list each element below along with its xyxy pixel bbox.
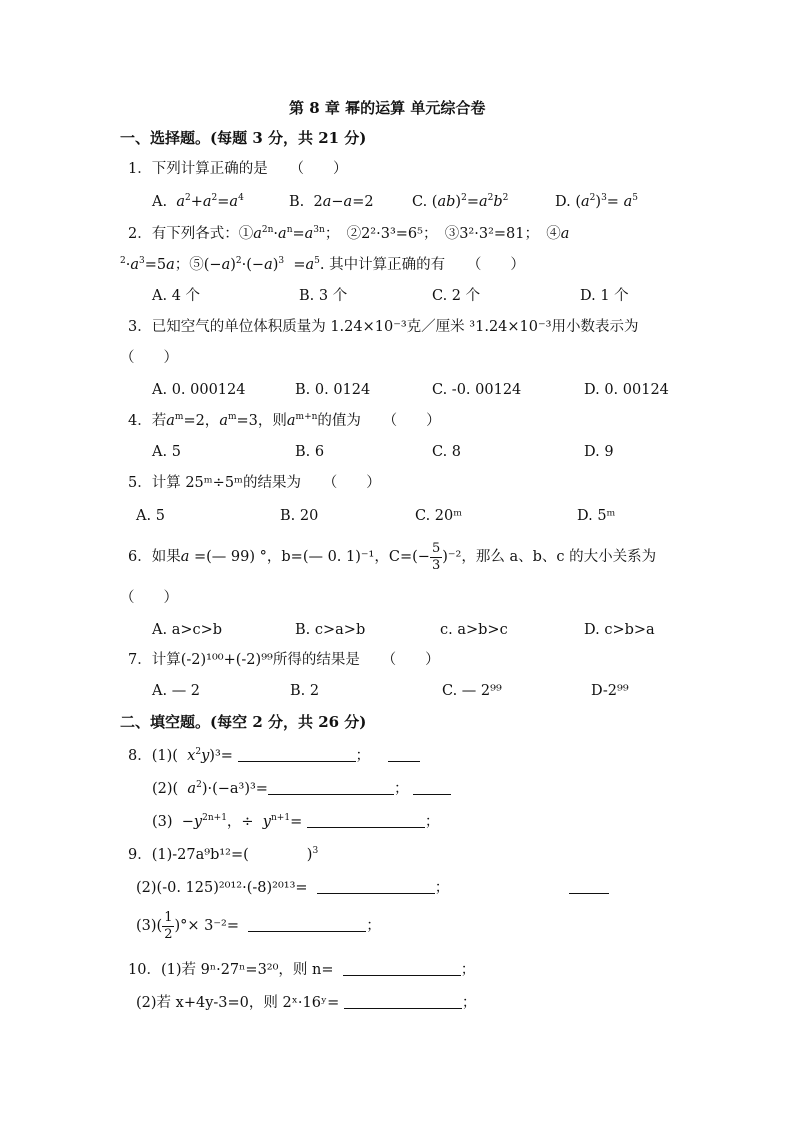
question-5-option-b: B. 20 xyxy=(280,508,319,524)
question-8-part-3: $(3) -y^{2n+1}$，÷ $y^{n+1}=$ ； xyxy=(152,813,440,830)
question-6-option-d: D. c>b>a xyxy=(584,622,655,638)
question-1-option-b: B. 2a−a=2 xyxy=(289,194,374,210)
question-6-option-b: B. c>a>b xyxy=(295,622,366,638)
question-4-stem: 4．若$a^m=2$，$a^m=3$，则$a^{m+n}$的值为 （ ） xyxy=(128,412,441,429)
answer-blank[interactable] xyxy=(268,780,394,795)
question-1-stem: 1．下列计算正确的是 （ ） xyxy=(128,161,348,177)
answer-blank[interactable] xyxy=(317,879,435,894)
question-2-option-b: B. 3 个 xyxy=(299,288,348,304)
question-6-stem: 6．如果a =(— 99) °，b=(— 0. 1)⁻¹，C=(− $\frac{5}{3}$ )⁻²，那么 a、b、c 的大小关系为 xyxy=(128,540,657,573)
fraction-five-thirds: $\frac{5}{3}$ xyxy=(431,540,441,573)
question-3-option-c: C. -0. 00124 xyxy=(432,382,522,398)
answer-blank[interactable] xyxy=(344,994,462,1009)
question-5-stem: 5．计算 25ᵐ÷5ᵐ的结果为 （ ） xyxy=(128,475,381,491)
question-4-option-c: C. 8 xyxy=(432,444,462,460)
question-5-option-a: A. 5 xyxy=(136,508,165,524)
question-3-option-d: D. 0. 00124 xyxy=(584,382,669,398)
question-1-option-c: C. $(ab)^2=a^2b^2$ xyxy=(412,193,509,210)
question-2-option-a: A. 4 个 xyxy=(152,288,201,304)
answer-blank[interactable] xyxy=(307,813,425,828)
question-10-part-1: 10．(1)若 9ⁿ·27ⁿ=3²⁰，则 n= ； xyxy=(128,962,476,978)
question-1-option-a: A. $a^2+a^2=a^4$ xyxy=(152,193,244,210)
question-9-part-1: 9．(1)-27a⁹b¹²=( )$^3$ xyxy=(128,846,319,863)
answer-blank[interactable] xyxy=(388,747,420,762)
question-6-option-a: A. a>c>b xyxy=(152,622,223,638)
question-6-paren: （ ） xyxy=(120,590,178,606)
question-8-part-2: (2)( $a^2)\cdot(-a^3)^3=$ ； xyxy=(152,779,451,799)
question-4-option-d: D. 9 xyxy=(584,444,614,460)
question-7-option-c: C. — 2⁹⁹ xyxy=(442,683,502,699)
question-2-stem-line2: $^2\cdot a^3=5a$；$⑤(-a)^2\cdot(-a)^3 =a^5$. 其中计算正确的有 （ ） xyxy=(120,256,525,273)
question-8-part-1: 8．(1)( $x^2y)^3=$ ； xyxy=(128,746,420,766)
question-7-option-b: B. 2 xyxy=(290,683,320,699)
question-9-part-3: (3)( $\frac{1}{2}$ )°× 3⁻²= ； xyxy=(136,909,381,942)
page-title: 第 8 章 幂的运算 单元综合卷 xyxy=(289,99,486,117)
answer-blank[interactable] xyxy=(238,747,356,762)
question-10-part-2: (2)若 x+4y-3=0，则 2ˣ·16ʸ= ； xyxy=(136,995,477,1011)
question-6-option-c: c. a>b>c xyxy=(440,622,508,638)
question-4-option-a: A. 5 xyxy=(152,444,181,460)
question-2-option-d: D. 1 个 xyxy=(580,288,629,304)
answer-blank[interactable] xyxy=(248,917,366,932)
question-2-option-c: C. 2 个 xyxy=(432,288,481,304)
question-7-option-d: D-2⁹⁹ xyxy=(591,683,629,699)
section-heading-fill: 二、填空题。(每空 2 分，共 26 分) xyxy=(120,713,367,731)
answer-blank-extra[interactable] xyxy=(569,878,609,898)
question-3-option-a: A. 0. 000124 xyxy=(152,382,246,398)
section-heading-choice: 一、选择题。(每题 3 分，共 21 分) xyxy=(120,129,367,147)
answer-blank[interactable] xyxy=(413,780,451,795)
question-3-stem: 3．已知空气的单位体积质量为 1.24×10⁻³克／厘米 ³1.24×10⁻³用小数表示为 xyxy=(128,319,639,335)
question-9-part-2: (2)(-0. 125)²⁰¹²·(-8)²⁰¹³= ； xyxy=(136,880,450,896)
question-2-stem-line1: 2．有下列各式：$①a^{2n}\cdot a^n=a^{3n}$； ②2²·3³=6⁵； ③3²·3²=81； ④a xyxy=(128,225,570,242)
question-7-stem: 7．计算(-2)¹⁰⁰+(-2)⁹⁹所得的结果是 （ ） xyxy=(128,652,440,668)
question-3-option-b: B. 0. 0124 xyxy=(295,382,371,398)
answer-blank[interactable] xyxy=(343,961,461,976)
question-5-option-c: C. 20ᵐ xyxy=(415,508,463,524)
fraction-one-half: $\frac{1}{2}$ xyxy=(164,909,173,942)
question-7-option-a: A. — 2 xyxy=(152,683,201,699)
question-5-option-d: D. 5ᵐ xyxy=(577,508,616,524)
question-3-paren: （ ） xyxy=(120,350,178,366)
question-1-option-d: D. $(a^2)^3= a^5$ xyxy=(555,193,638,210)
question-4-option-b: B. 6 xyxy=(295,444,325,460)
